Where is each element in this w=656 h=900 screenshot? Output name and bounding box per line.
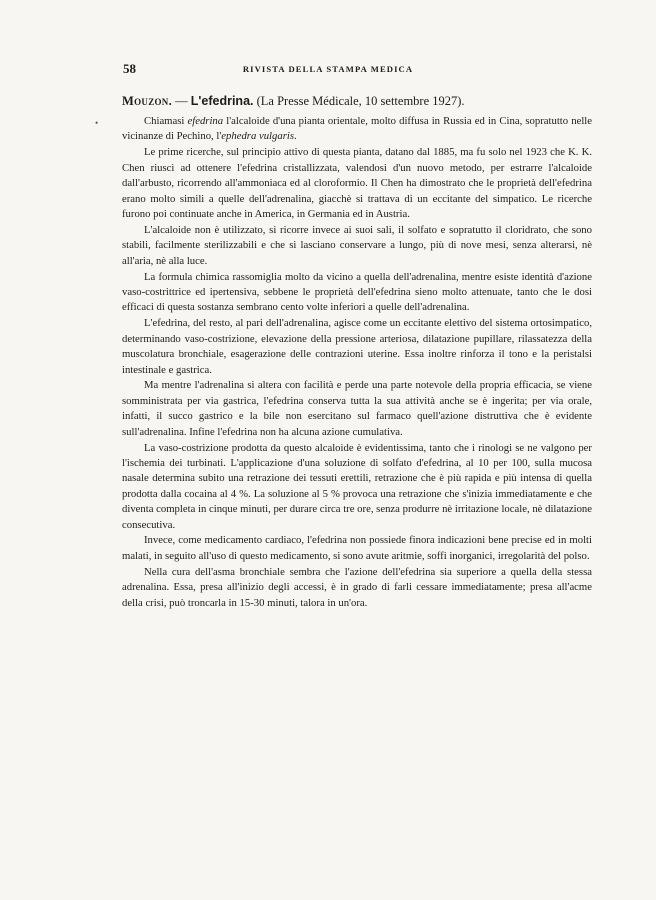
paragraph: Invece, come medicamento cardiaco, l'efedrina non possiede finora indicazioni bene precise ed in molti malati, in seguito all'uso di questo medicamento, si sono avute aritmie, soffi inorganici, irregolarità del polso. — [122, 534, 592, 562]
running-header: RIVISTA DELLA STAMPA MEDICA — [242, 64, 414, 74]
article-body — [122, 114, 592, 611]
paragraph: Ma mentre l'adrenalina si altera con facilità e perde una parte notevole della propria efficacia, se viene somministrata per via gastrica, l'efedrina conserva tutta la sua attività anche se è ingerita; per via orale, infatti, il succo gastrico e la bile non esercitano sul farmaco quell'azione distruttiva che è evidente sull'adrenalina. Infine l'efedrina non ha alcuna azione cumulativa. — [122, 379, 592, 438]
paragraph: Le prime ricerche, sul principio attivo di questa pianta, datano dal 1885, ma fu solo nel 1923 che K. K. Chen riuscì ad ottenere l'efedrina cristallizzata, valendosi d'un nuovo metodo, per estrarre l'alcaloide dall'arbusto, ricorrendo all'ammoniaca ed al cloroformio. Il Chen ha dimostrato che le proprietà dell'efedrina erano molto simili a quelle dell'adrenalina, giacchè si trattava di un eccitante del simpatico. Le ricerche furono poi continuate anche in America, in Germania ed in Austria. — [122, 146, 592, 220]
margin-mark: • — [95, 118, 99, 128]
paragraph: L'efedrina, del resto, al pari dell'adrenalina, agisce come un eccitante elettivo del sistema ortosimpatico, determinando vaso-costrizione, elevazione della pressione arteriosa, dilatazione pupillare, rilassatezza della muscolatura bronchiale, esagerazione delle contrazioni uterine. Essa inoltre rinforza il tono e la peristalsi intestinale e gastrica. — [122, 317, 592, 376]
article-author: Mouzon. — [122, 94, 173, 108]
article-title: L'efedrina. — [190, 94, 254, 108]
paragraph-text: l'alcaloide d'una pianta orientale, molto diffusa in Russia ed in Cina, sopratutto nelle vicinanze di Pechino, l' — [122, 115, 592, 143]
paragraph-text: . — [294, 130, 297, 143]
paragraph-text: Chiamasi — [144, 115, 188, 127]
paragraph: Nella cura dell'asma bronchiale sembra che l'azione dell'efedrina sia superiore a quella della stessa adrenalina. Essa, presa all'inizio degli accessi, è in grado di farli cessare immediatamente; presa all'acme della crisi, può troncarla in 15-30 minuti, talora in un'ora. — [122, 565, 592, 609]
heading-dash: — — [175, 94, 188, 108]
paragraph: L'alcaloide non è utilizzato, si ricorre invece ai suoi sali, il solfato e sopratutto il cloridrato, che sono stabili, facilmente sterilizzabili e che si lasciano conservare a lungo, più di nove mesi, senza alterarsi, nè all'aria, nè alla luce. — [122, 223, 592, 267]
term-ephedra-vulgaris: ephedra vulgaris — [221, 130, 295, 143]
article-source: (La Presse Médicale, 10 settembre 1927). — [256, 94, 465, 108]
article — [122, 93, 592, 612]
article-heading — [122, 93, 592, 109]
term-efedrina: efedrina — [187, 115, 224, 127]
paragraph: La formula chimica rassomiglia molto da vicino a quella dell'adrenalina, mentre esiste identità d'azione vaso-costrittrice ed ipertensiva, sebbene le proprietà dell'efedrina sieno molto attenuate, tanto che le dosi efficaci di questa sostanza sembrano cento volte inferiori a quelle dell'adrenalina. — [122, 270, 592, 314]
paragraph: La vaso-costrizione prodotta da questo alcaloide è evidentissima, tanto che i rinologi se ne valgono per l'ischemia dei turbinati. L'applicazione d'una soluzione di solfato d'efedrina, al 10 per 100, sulla mucosa nasale determina subito una retrazione dei tessuti erettili, retrazione che è più rapida e più intensa di quella prodotta dalla cocaina al 4 %. La soluzione al 5 % provoca una retrazione che s'inizia immediatamente e che diventa completa in cinque minuti, per durare circa tre ore, senza produrre nè irritazione locale, nè dilatazione consecutiva. — [122, 441, 592, 531]
page-number: 58 — [123, 61, 136, 76]
paragraph — [122, 114, 592, 145]
